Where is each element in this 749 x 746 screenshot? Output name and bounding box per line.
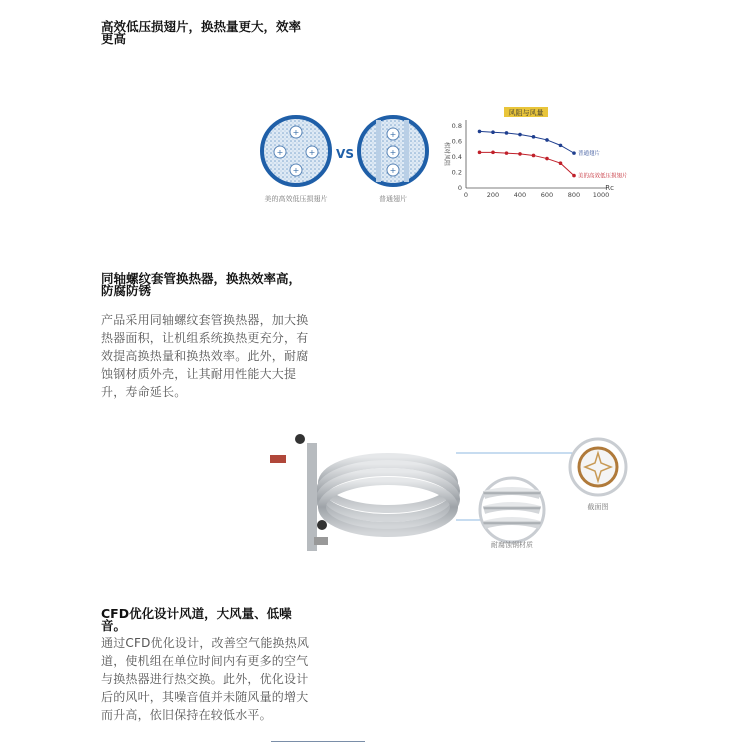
series-label: 普通翅片 xyxy=(578,151,601,158)
vs-label: VS xyxy=(336,147,354,161)
svg-text:+: + xyxy=(389,130,397,139)
data-point xyxy=(532,135,536,139)
data-point xyxy=(545,138,549,142)
efficient-fin-diagram xyxy=(262,117,330,185)
chart-title: 风阻与风量 xyxy=(508,109,544,117)
data-point xyxy=(572,174,576,178)
svg-text:+: + xyxy=(389,148,397,157)
standard-fin-caption: 普通翅片 xyxy=(379,195,407,203)
material-caption: 耐腐蚀钢材质 xyxy=(491,541,533,549)
section-body-cfd: 通过CFD优化设计，改善空气能换热风道，使机组在单位时间内有更多的空气与换热器进行热交换。此外，优化设计后的风叶，其噪音值并未随风量的增大而升高，依旧保持在较低水平。 xyxy=(101,636,310,722)
data-point xyxy=(572,151,576,155)
coil-illustration xyxy=(320,457,456,533)
section-title-fins: 高效低压损翅片，换热量更大，效率更高 xyxy=(101,19,302,46)
efficient-fin-caption: 美的高效低压损翅片 xyxy=(264,195,328,203)
x-tick-label: 200 xyxy=(486,191,500,199)
airflow-resistance-chart xyxy=(436,104,628,204)
material-detail-icon xyxy=(480,478,544,542)
chart-ylabel: 相对风阻 xyxy=(443,141,450,167)
y-tick-label: 0.4 xyxy=(451,153,462,161)
section-body-coil: 产品采用同轴螺纹套管换热器，加大换热器面积，让机组系统换热更充分，有效提高换热量和换热效率。此外，耐腐蚀钢材质外壳，让其耐用性能大大提升，寿命延长。 xyxy=(101,313,309,399)
svg-text:+: + xyxy=(292,128,300,137)
data-point xyxy=(518,152,522,156)
x-tick-label: 600 xyxy=(540,191,554,199)
data-point xyxy=(505,131,509,135)
y-tick-label: 0.8 xyxy=(451,122,462,130)
coaxial-coil-figure xyxy=(262,425,622,555)
series-label: 美的高效低压损翅片 xyxy=(578,173,628,180)
svg-text:+: + xyxy=(276,148,284,157)
chart-xlabel: Rc xyxy=(605,184,614,192)
cross-section-icon xyxy=(570,439,626,495)
data-point xyxy=(478,151,482,155)
svg-text:+: + xyxy=(308,148,316,157)
standard-fin-diagram xyxy=(359,117,427,185)
section-title-cfd: CFD优化设计风道，大风量、低噪音。 xyxy=(101,606,292,633)
x-tick-label: 1000 xyxy=(592,191,610,199)
x-tick-label: 400 xyxy=(513,191,527,199)
data-point xyxy=(518,133,522,137)
y-tick-label: 0.6 xyxy=(451,137,462,146)
cross-section-caption: 截面图 xyxy=(587,503,609,511)
data-point xyxy=(491,130,495,134)
section-title-coil: 同轴螺纹套管换热器，换热效率高，防腐防锈 xyxy=(101,271,302,298)
x-tick-label: 0 xyxy=(463,191,469,199)
data-point xyxy=(559,144,563,148)
data-point xyxy=(532,154,536,158)
data-point xyxy=(559,161,563,165)
data-point xyxy=(478,130,482,134)
y-tick-label: 0.2 xyxy=(451,168,462,177)
fin-comparison-figure xyxy=(258,112,454,212)
data-point xyxy=(545,157,549,161)
next-figure-edge xyxy=(271,741,365,746)
y-tick-label: 0 xyxy=(457,184,462,192)
data-point xyxy=(491,151,495,155)
svg-text:+: + xyxy=(389,166,397,175)
series-line xyxy=(480,131,575,153)
svg-text:+: + xyxy=(292,166,300,175)
x-tick-label: 800 xyxy=(567,191,581,199)
data-point xyxy=(505,151,509,155)
